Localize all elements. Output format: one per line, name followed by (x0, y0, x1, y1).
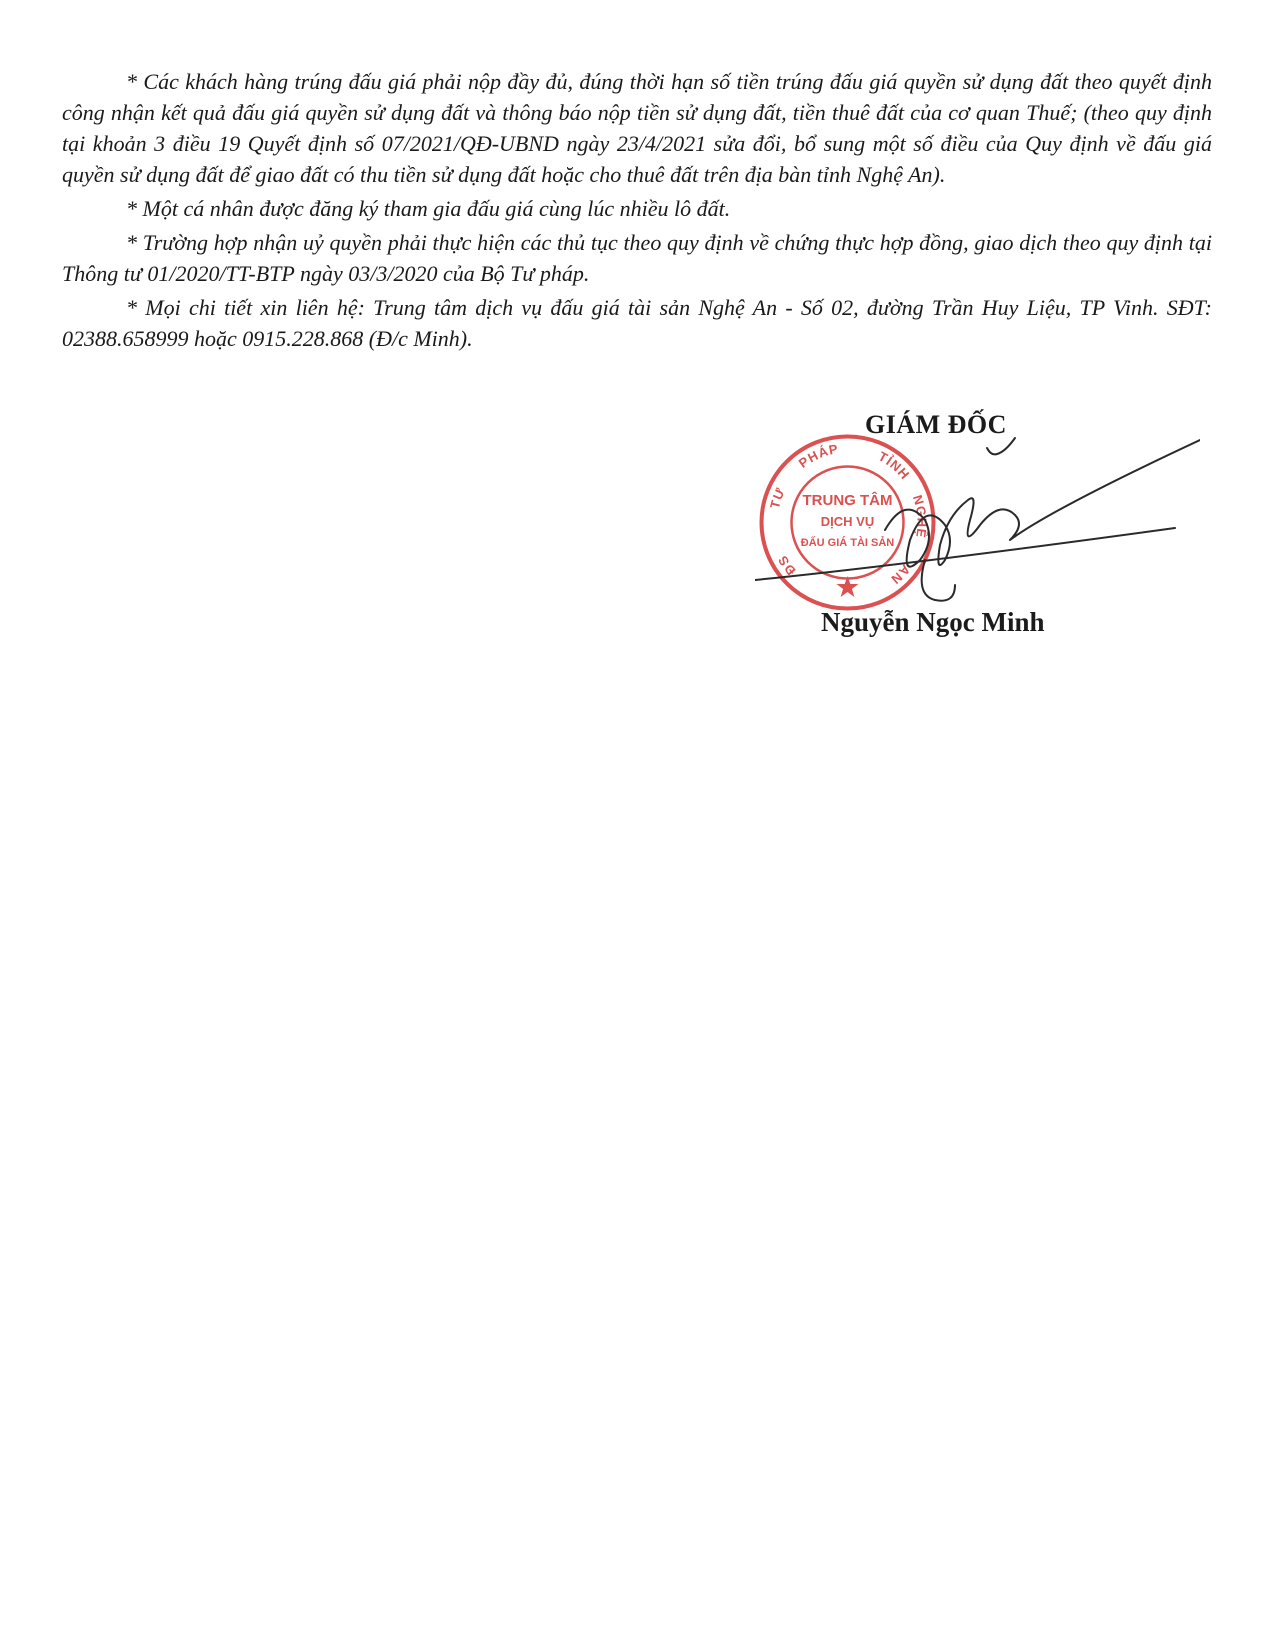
seal-ring-text-5: AN (887, 561, 914, 588)
signer-title: GIÁM ĐỐC (865, 410, 1007, 439)
seal-center-line-2: DỊCH VỤ (820, 514, 875, 529)
seal-center-line-3: ĐẤU GIÁ TÀI SẢN (800, 537, 895, 549)
signer-name: Nguyễn Ngọc Minh (821, 607, 1045, 637)
seal-ring-text-2: PHÁP (795, 441, 840, 471)
note-authorization: * Trường hợp nhận uỷ quyền phải thực hiện các thủ tục theo quy định về chứng thực hợp đồng, giao dịch theo quy định tại Thông tư 01/2020/TT-BTP ngày 03/3/2020 của Bộ Tư pháp. (62, 230, 1212, 286)
seal-ring-text-1: TƯ (766, 485, 789, 511)
svg-text:PHÁP (796, 441, 840, 471)
checkmark-stroke (987, 438, 1015, 454)
seal-ring-text-3: TỈNH (875, 448, 913, 483)
note-contact: * Mọi chi tiết xin liên hệ: Trung tâm dịch vụ đấu giá tài sản Nghệ An - Số 02, đường Trần Huy Liệu, TP Vinh. SĐT: 02388.658999 hoặc 0915.228.868 (Đ/c Minh). (62, 295, 1212, 351)
notes-section (62, 66, 1212, 357)
svg-text:NGHỆ (910, 493, 930, 539)
seal-center-line-1: TRUNG TÂM (802, 492, 893, 509)
note-multiple-lots: * Một cá nhân được đăng ký tham gia đấu giá cùng lúc nhiều lô đất. (126, 196, 731, 221)
seal-ring-text-4: NGHỆ (909, 493, 930, 540)
seal-ring-text-6: ĐS (774, 552, 799, 579)
signature-block (755, 380, 1200, 665)
note-payment: * Các khách hàng trúng đấu giá phải nộp đầy đủ, đúng thời hạn số tiền trúng đấu giá quyền sử dụng đất theo quyết định công nhận kết quả đấu giá quyền sử dụng đất và thông báo nộp tiền sử dụng đất, tiền thuê đất của cơ quan Thuế; (theo quy định tại khoản 3 điều 19 Quyết định số 07/2021/QĐ-UBND ngày 23/4/2021 sửa đổi, bổ sung một số điều của Quy định về đấu giá quyền sử dụng đất để giao đất có thu tiền sử dụng đất hoặc cho thuê đất trên địa bàn tỉnh Nghệ An). (62, 69, 1212, 187)
official-seal-stamp (755, 430, 940, 615)
